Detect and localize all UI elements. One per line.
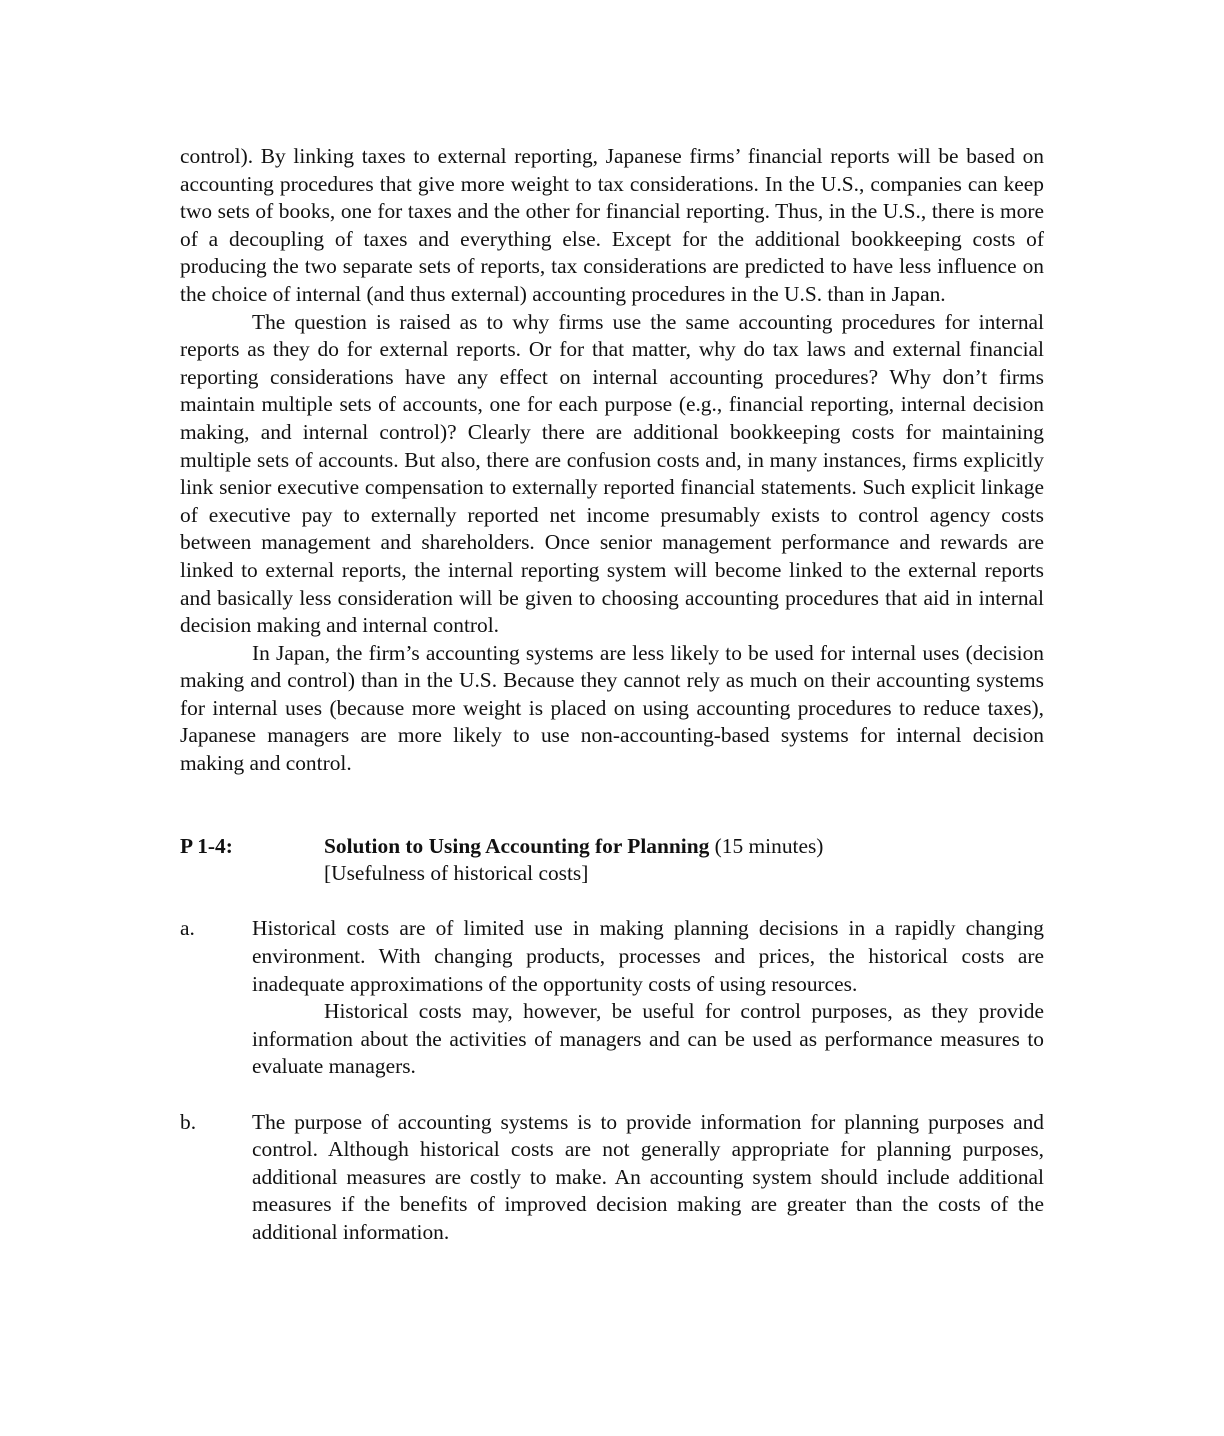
problem-header <box>180 833 1044 888</box>
body-paragraph-3: In Japan, the firm’s accounting systems are less likely to be used for internal uses (decision making and control) than in the U.S. Because they cannot rely as much on their accounting systems for internal uses (because more weight is placed on using accounting procedures to reduce taxes), Japanese managers are more likely to use non-accounting-based systems for internal decision making and control. <box>180 640 1044 776</box>
answer-item-a <box>180 915 1044 1081</box>
item-body <box>252 915 1044 1081</box>
body-paragraph-2: The question is raised as to why firms use the same accounting procedures for internal reports as they do for external reports. Or for that matter, why do tax laws and external financial reporting considerations have any effect on internal accounting procedures? Why don’t firms maintain multiple sets of accounts, one for each purpose (e.g., financial reporting, internal decision making, and internal control)? Clearly there are additional bookkeeping costs for maintaining multiple sets of accounts. But also, there are confusion costs and, in many instances, firms explicitly link senior executive compensation to externally reported financial statements. Such explicit linkage of executive pay to externally reported net income presumably exists to control agency costs between management and shareholders. Once senior management performance and rewards are linked to external reports, the internal reporting system will become linked to the external reports and basically less consideration will be given to choosing accounting procedures that aid in internal decision making and internal control. <box>180 309 1044 638</box>
answer-item-b <box>180 1109 1044 1247</box>
problem-title-block <box>324 833 1044 888</box>
body-paragraph-1: control). By linking taxes to external reporting, Japanese firms’ financial reports will be based on accounting procedures that give more weight to tax considerations. In the U.S., companies can keep two sets of books, one for taxes and the other for financial reporting. Thus, in the U.S., there is more of a decoupling of taxes and everything else. Except for the additional bookkeeping costs of producing the two separate sets of reports, tax considerations are predicted to have less influence on the choice of internal (and thus external) accounting procedures in the U.S. than in Japan. <box>180 144 1044 306</box>
document-page <box>180 143 1044 1247</box>
problem-number: P 1-4: <box>180 833 233 858</box>
item-label: b. <box>180 1109 197 1134</box>
problem-subtitle: [Usefulness of historical costs] <box>324 861 589 886</box>
problem-title: Solution to Using Accounting for Planning <box>324 833 710 858</box>
problem-duration: (15 minutes) <box>709 833 824 858</box>
item-paragraph: Historical costs are of limited use in making planning decisions in a rapidly changing environment. With changing products, processes and prices, the historical costs are inadequate approximations of the opportunity costs of using resources. <box>252 916 1044 996</box>
item-label: a. <box>180 916 195 941</box>
item-paragraph: The purpose of accounting systems is to provide information for planning purposes and control. Although historical costs are not generally appropriate for planning purposes, additional measures are costly to make. An accounting system should include additional measures if the benefits of improved decision making are greater than the costs of the additional information. <box>252 1109 1044 1244</box>
item-paragraph: Historical costs may, however, be useful for control purposes, as they provide information about the activities of managers and can be used as performance measures to evaluate managers. <box>252 999 1044 1079</box>
problem-title-line <box>324 833 1044 861</box>
item-body <box>252 1109 1044 1247</box>
